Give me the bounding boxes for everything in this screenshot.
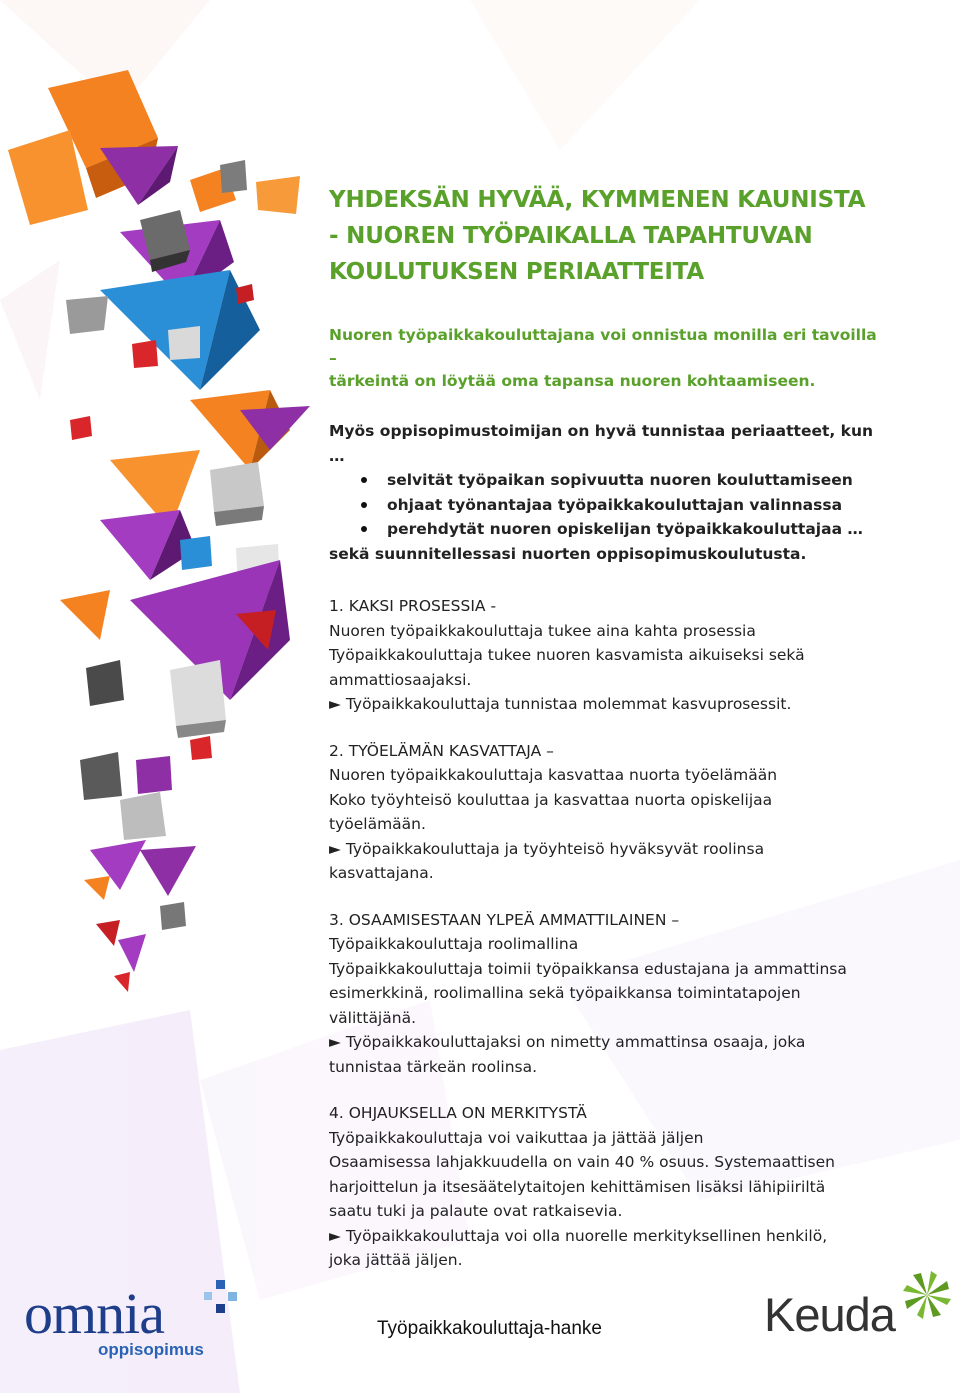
- section-2: [329, 739, 889, 886]
- section-subheading: Nuoren työpaikkakouluttaja tukee aina kahta prosessia: [329, 621, 756, 640]
- omnia-logo: [22, 1270, 252, 1370]
- section-line: Työpaikkakouluttaja tukee nuoren kasvamista aikuiseksi sekä: [329, 646, 805, 664]
- section-line: Osaamisessa lahjakkuudella on vain 40 % osuus. Systemaattisen: [329, 1153, 835, 1171]
- section-heading: 3. OSAAMISESTAAN YLPEÄ AMMATTILAINEN –: [329, 910, 680, 929]
- section-heading: 2. TYÖELÄMÄN KASVATTAJA –: [329, 741, 554, 760]
- section-line: saatu tuki ja palaute ovat ratkaisevia.: [329, 1202, 623, 1220]
- lead-end-text: sekä suunnitellessasi nuorten oppisopimuskoulutusta.: [329, 544, 807, 563]
- section-line: harjoittelun ja itsesäätelytaitojen kehittämisen lisäksi lähipiiriltä: [329, 1177, 826, 1196]
- keuda-wordmark: Keuda: [764, 1288, 895, 1341]
- section-subheading: Työpaikkakouluttaja voi vaikuttaa ja jättää jäljen: [329, 1128, 704, 1147]
- lead-text: Myös oppisopimustoimijan on hyvä tunnistaa periaatteet, kun …: [329, 422, 874, 465]
- omnia-subtitle: oppisopimus: [98, 1340, 204, 1359]
- lead-block: [329, 419, 889, 566]
- intro-line: tärkeintä on löytää oma tapansa nuoren kohtaamiseen.: [329, 372, 816, 390]
- section-line: ammattiosaajaksi.: [329, 670, 472, 689]
- omnia-wordmark: omnia: [24, 1281, 164, 1346]
- section-line: ► Työpaikkakouluttaja voi olla nuorelle merkityksellinen henkilö,: [329, 1226, 828, 1245]
- section-subheading: Nuoren työpaikkakouluttaja kasvattaa nuorta työelämään: [329, 766, 778, 784]
- list-item: ohjaat työnantajaa työpaikkakouluttajan valinnassa: [387, 493, 889, 518]
- project-name: Työpaikkakouluttaja-hanke: [377, 1318, 602, 1339]
- section-line: esimerkkinä, roolimallina sekä työpaikkansa toimintatapojen: [329, 984, 801, 1002]
- title-line: YHDEKSÄN HYVÄÄ, KYMMENEN KAUNISTA: [329, 187, 866, 213]
- section-heading: 4. OHJAUKSELLA ON MERKITYSTÄ: [329, 1104, 587, 1122]
- section-subheading: Työpaikkakouluttaja roolimallina: [329, 935, 579, 953]
- section-1: [329, 594, 889, 717]
- section-heading: 1. KAKSI PROSESSIA -: [329, 597, 497, 615]
- section-line: Työpaikkakouluttaja toimii työpaikkansa edustajana ja ammattinsa: [329, 959, 847, 978]
- list-item: selvität työpaikan sopivuutta nuoren kouluttamiseen: [387, 468, 889, 493]
- section-line: kasvattajana.: [329, 864, 434, 882]
- section-line: välittäjänä.: [329, 1008, 416, 1027]
- section-4: [329, 1101, 889, 1273]
- section-line: tunnistaa tärkeän roolinsa.: [329, 1057, 538, 1076]
- title-line: KOULUTUKSEN PERIAATTEITA: [329, 259, 704, 285]
- intro-line: Nuoren työpaikkakouluttajana voi onnistua monilla eri tavoilla –: [329, 326, 877, 367]
- page-title: [329, 182, 889, 290]
- section-line: työelämään.: [329, 815, 426, 833]
- intro-text: [329, 324, 889, 393]
- keuda-logo: [760, 1262, 960, 1352]
- list-item: perehdytät nuoren opiskelijan työpaikkakouluttajaa …: [387, 517, 889, 542]
- section-line: joka jättää jäljen.: [329, 1251, 463, 1269]
- section-line: Koko työyhteisö kouluttaa ja kasvattaa nuorta opiskelijaa: [329, 790, 773, 809]
- omnia-dots-icon: [198, 1278, 242, 1322]
- main-content: [329, 182, 889, 1273]
- bullet-list: [329, 468, 889, 542]
- keuda-pinwheel-icon: [898, 1266, 956, 1324]
- section-line: ► Työpaikkakouluttaja ja työyhteisö hyväksyvät roolinsa: [329, 839, 765, 858]
- section-line: ► Työpaikkakouluttaja tunnistaa molemmat kasvuprosessit.: [329, 695, 792, 713]
- section-line: ► Työpaikkakouluttajaksi on nimetty ammattinsa osaaja, joka: [329, 1033, 806, 1051]
- title-line: - NUOREN TYÖPAIKALLA TAPAHTUVAN: [329, 223, 813, 249]
- section-3: [329, 908, 889, 1080]
